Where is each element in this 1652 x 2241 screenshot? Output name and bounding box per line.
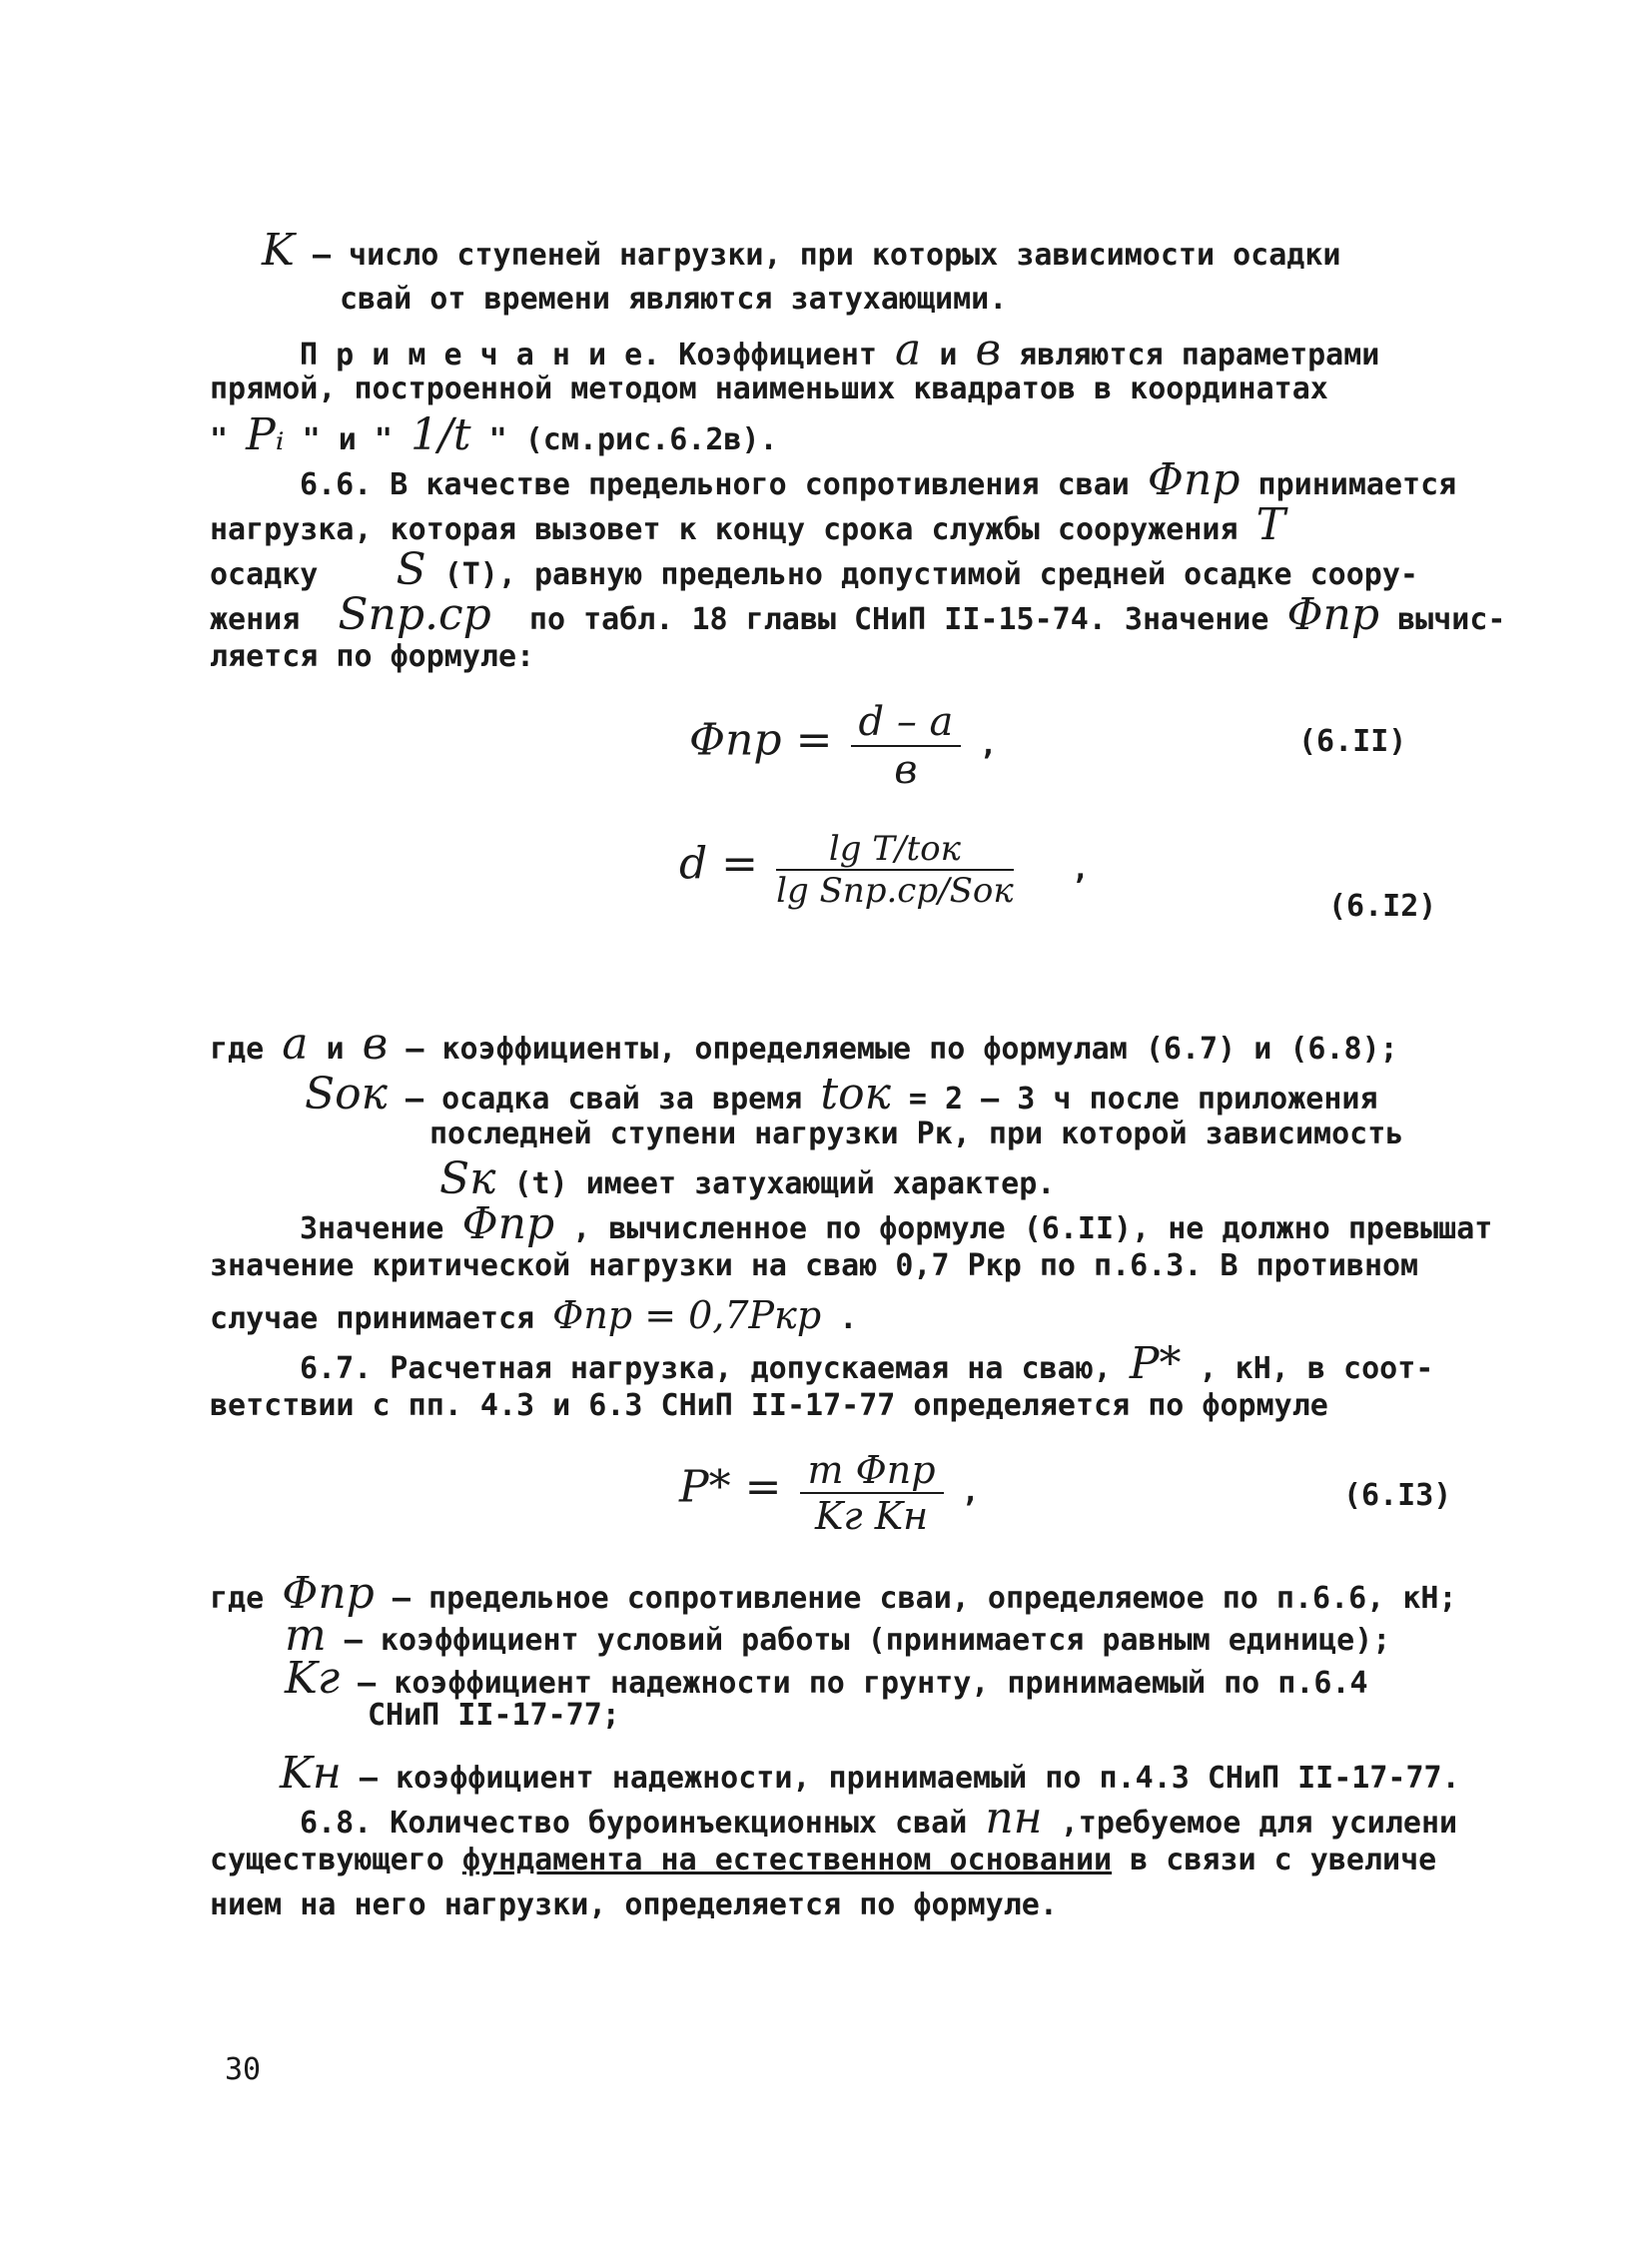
eq613-lhs: P* = <box>679 1461 782 1513</box>
eq613-num: m Φпр <box>800 1448 944 1494</box>
equation-number: (6.I2) <box>1328 889 1437 924</box>
p68-line1 <box>300 1793 1457 1844</box>
symbol-t-ok: tок <box>820 1069 891 1120</box>
note-ref: " (см.рис.6.2в). <box>488 422 778 457</box>
p66-line5: ляется по формуле: <box>210 639 535 674</box>
where-word: где <box>210 1581 265 1616</box>
eq612-lhs: d = <box>679 838 759 890</box>
symbol-s-ok: Sок <box>305 1069 388 1120</box>
eq611-fraction <box>851 699 962 793</box>
equation-6-13 <box>679 1448 980 1538</box>
p66-text3: осадку <box>210 557 319 592</box>
where2-text3: – коэффициент надежности по грунту, принимаемый по п.6.4 <box>358 1666 1368 1701</box>
symbol-p-star: P* <box>1129 1338 1182 1389</box>
note-label: П р и м е ч а н и е. <box>300 338 661 373</box>
equation-number: (6.II) <box>1298 724 1407 759</box>
symbol-s-pr-cp: Sпр.ср <box>338 589 491 640</box>
symbol-n-n: nн <box>985 1793 1043 1844</box>
para2-line2: значение критической нагрузки на сваю 0,7 Pкр по п.6.3. В противном <box>210 1248 1419 1283</box>
symbol-a: a <box>282 1019 309 1070</box>
para2-text-b: , вычисленное по формуле (6.II), не должно превышат <box>572 1211 1493 1246</box>
p66-line2 <box>210 499 1285 550</box>
p66-text-b: принимается <box>1257 467 1457 502</box>
where1-text: – коэффициенты, определяемые по формулам (6.7) и (6.8); <box>406 1032 1398 1067</box>
where1-line2 <box>305 1069 1378 1120</box>
p68-text: 6.8. Количество буроинъекционных свай <box>300 1806 968 1841</box>
p66-text2: нагрузка, которая вызовет к концу срока службы сооружения <box>210 512 1239 547</box>
where1-line3: последней ступени нагрузки Pк, при которой зависимость <box>429 1117 1404 1151</box>
p67-line1 <box>300 1338 1433 1389</box>
symbol-m: m <box>285 1610 327 1661</box>
para2-period: . <box>839 1301 858 1336</box>
note-text: Коэффициент <box>678 338 877 373</box>
p66-text4b: по табл. 18 главы СНиП II-15-74. Значение <box>528 602 1269 637</box>
p68-line2 <box>210 1843 1436 1877</box>
where1-text2a: – осадка свай за время <box>405 1082 803 1117</box>
where1-text4: (t) имеет затухающий характер. <box>513 1166 1056 1201</box>
eq611-num: d – a <box>851 699 962 747</box>
symbol-phi: Φпр <box>282 1568 375 1619</box>
symbol-S: S <box>396 544 426 595</box>
p66-text: 6.6. В качестве предельного сопротивления сваи <box>300 467 1130 502</box>
quote-and: " и " <box>302 422 393 457</box>
symbol-pi: Pᵢ <box>246 409 285 460</box>
p66-line3 <box>210 544 1418 595</box>
where1-line1 <box>210 1019 1398 1070</box>
note-line1 <box>300 325 1379 375</box>
eq613-fraction <box>800 1448 944 1538</box>
eq613-den: Kг Kн <box>815 1494 929 1538</box>
p68-text2a: существующего <box>210 1843 444 1877</box>
p67-text: 6.7. Расчетная нагрузка, допускаемая на сваю, <box>300 1351 1112 1386</box>
p68-text2b: в связи с увеличе <box>1130 1843 1437 1877</box>
where1-text2b: = 2 – 3 ч после приложения <box>908 1082 1378 1117</box>
where2-text4: – коэффициент надежности, принимаемый по п.4.3 СНиП II-17-77. <box>359 1761 1460 1796</box>
eq611-den: в <box>894 747 918 793</box>
eq612-comma: , <box>1071 851 1090 887</box>
p66-line4 <box>210 589 1506 640</box>
page-number: 30 <box>225 2052 262 2087</box>
equation-6-12 <box>679 829 1090 911</box>
symbol-a: a <box>895 325 922 375</box>
note-line2: прямой, построенной методом наименьших квадратов в координатах <box>210 372 1328 406</box>
symbol-k: K <box>262 225 295 276</box>
p66-text4: жения <box>210 602 301 637</box>
symbol-inv-t: 1/t <box>411 409 471 460</box>
where2-line4 <box>280 1748 1460 1799</box>
eq612-fraction <box>776 829 1014 911</box>
symbol-phi: Φпр <box>1286 589 1380 640</box>
note-and: и <box>939 338 958 373</box>
para2-line3 <box>210 1293 857 1337</box>
symbol-k-g: Kг <box>285 1653 341 1704</box>
symbol-T: T <box>1255 499 1285 550</box>
p66-text3b: (T), равную предельно допустимой средней осадке соору- <box>443 557 1418 592</box>
symbol-b: в <box>362 1019 389 1070</box>
para2-text: Значение <box>300 1211 444 1246</box>
equation-number: (6.I3) <box>1343 1478 1452 1513</box>
where-and: и <box>326 1032 345 1067</box>
symbol-b: в <box>975 325 1002 375</box>
para2-equation: Φпр = 0,7Pкр <box>552 1293 822 1337</box>
p67-text-b: , кН, в соот- <box>1199 1351 1434 1386</box>
where1-line4 <box>439 1153 1055 1204</box>
p66-line1 <box>300 454 1456 505</box>
eq613-comma: , <box>961 1474 980 1510</box>
equation-6-11 <box>689 699 998 793</box>
symbol-phi: Φпр <box>461 1198 555 1249</box>
symbol-s-k: Sк <box>439 1153 496 1204</box>
def-k-line2: свай от времени являются затухающими. <box>340 282 1008 317</box>
where2-line3 <box>285 1653 1368 1704</box>
symbol-phi: Φпр <box>1147 454 1240 505</box>
para2-text3: случае принимается <box>210 1301 535 1336</box>
p67-line2: ветствии с пп. 4.3 и 6.3 СНиП II-17-77 определяется по формуле <box>210 1388 1328 1423</box>
note-text2: являются параметрами <box>1019 338 1380 373</box>
def-k <box>262 225 1340 276</box>
para2-line1 <box>300 1198 1492 1249</box>
note-line3 <box>210 409 778 460</box>
p68-line3: нием на него нагрузки, определяется по формуле. <box>210 1887 1058 1922</box>
eq611-lhs: Φпр = <box>689 714 833 766</box>
eq612-den: lg Sпр.ср/Sок <box>776 871 1014 911</box>
where2-text2: – коэффициент условий работы (принимается равным единице); <box>344 1623 1391 1658</box>
def-k-text: – число ступеней нагрузки, при которых зависимости осадки <box>312 238 1341 273</box>
p68-text-b: ,требуемое для усилени <box>1060 1806 1458 1841</box>
p66-text4c: вычис- <box>1397 602 1506 637</box>
p68-underlined: фундамента на естественном основании <box>461 1843 1113 1877</box>
where2-text1: – предельное сопротивление сваи, определяемое по п.6.6, кН; <box>392 1581 1457 1616</box>
eq612-num: lg T/tок <box>776 829 1014 871</box>
where2-line3b: СНиП II-17-77; <box>368 1698 620 1733</box>
symbol-k-n: Kн <box>280 1748 342 1799</box>
where-word: где <box>210 1032 265 1067</box>
eq611-comma: , <box>979 727 998 763</box>
quote: " <box>210 422 229 457</box>
